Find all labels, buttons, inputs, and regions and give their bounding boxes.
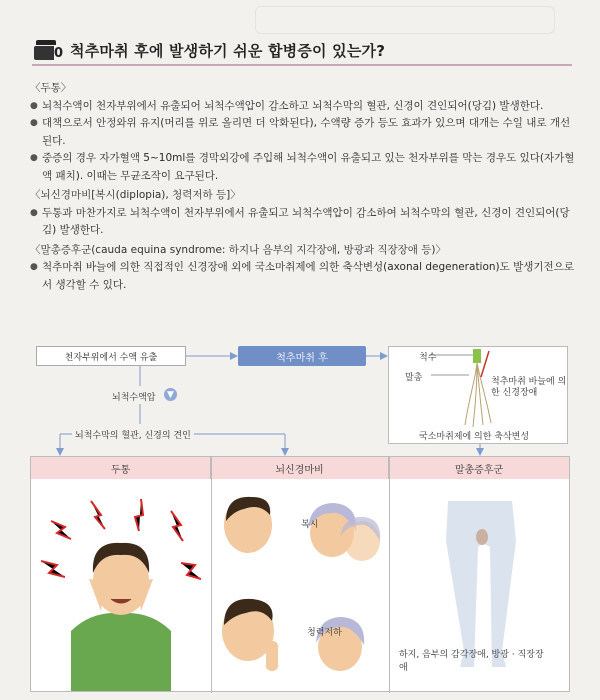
section-heading: 〈두통〉 bbox=[30, 82, 72, 94]
list-item: ● 두통과 마찬가지로 뇌척수액이 천자부위에서 유출되고 뇌척수액압이 감소하여 뇌척수막의 혈관, 신경이 견인되어(당김) 발생한다. bbox=[30, 206, 570, 236]
title-underline bbox=[32, 64, 572, 66]
complication-diagram bbox=[30, 342, 578, 694]
section-heading: 〈뇌신경마비[복시(diplopia), 청력저하 등]〉 bbox=[30, 189, 241, 201]
traction-label: 뇌척수막의 혈관, 신경의 견인 bbox=[72, 428, 194, 441]
question-number: 0 bbox=[54, 46, 64, 61]
list-item: ● 중증의 경우 자가혈액 5~10ml를 경막외강에 주입해 뇌척수액이 유출되고 있는 천자부위를 막는 경우도 있다(자가혈액 패치). 이때는 무균조작이 요구된다. bbox=[30, 152, 575, 182]
list-item: ● 뇌척수액이 천자부위에서 유출되어 뇌척수액압이 감소하고 뇌척수막의 혈관, 신경이 견인되어(당김) 발생한다. bbox=[30, 99, 544, 112]
col-header-cauda: 말총증후군 bbox=[389, 457, 569, 479]
question-header bbox=[32, 36, 572, 64]
hearing-loss-label: 청력저하 bbox=[307, 628, 342, 638]
page-title: 척추마취 후에 발생하기 쉬운 합병증이 있는가? bbox=[70, 41, 386, 60]
cauda-label: 말총 bbox=[405, 373, 423, 383]
background-title-frame bbox=[255, 6, 555, 34]
body-text bbox=[30, 78, 580, 294]
cauda-syndrome-caption: 하지, 음부의 감각장애, 방광 · 직장장애 bbox=[399, 650, 544, 673]
down-arrow-icon: ▼ bbox=[164, 388, 177, 401]
spinal-anesthesia-label: 척추마취 후 bbox=[238, 346, 366, 366]
needle-injury-label: 척추마취 바늘에 의한 신경장애 bbox=[491, 377, 567, 398]
col-header-cranial-nerve: 뇌신경마비 bbox=[211, 457, 389, 479]
diplopia-label: 복시 bbox=[301, 520, 319, 530]
pot-icon bbox=[32, 38, 62, 62]
pressure-label: 뇌척수액압 bbox=[112, 393, 156, 403]
list-item: ● 대책으로서 안정와위 유지(머리를 위로 올리면 더 악화된다), 수액량 증가 등도 효과가 있으며 대개는 수일 내로 개선된다. bbox=[30, 117, 571, 147]
col-header-headache: 두통 bbox=[31, 457, 211, 479]
complication-table bbox=[30, 456, 570, 692]
spine-illustration bbox=[388, 346, 568, 444]
section-heading: 〈말총증후군(cauda equina syndrome: 하지나 음부의 지각장애, 방광과 직장장애 등)〉 bbox=[30, 243, 447, 256]
list-item: ● 척추마취 바늘에 의한 직접적인 신경장애 외에 국소마취제에 의한 축삭변성(axonal degeneration)도 발생기전으로서 생각할 수 있다. bbox=[30, 261, 574, 291]
cranial-nerve-illustration bbox=[212, 481, 390, 691]
leak-box: 천자부위에서 수액 유출 bbox=[36, 346, 186, 366]
axonal-degeneration-label: 국소마취제에 의한 축삭변성 bbox=[419, 432, 530, 442]
spinal-cord-label: 척수 bbox=[419, 353, 437, 363]
headache-man-illustration bbox=[31, 481, 211, 691]
